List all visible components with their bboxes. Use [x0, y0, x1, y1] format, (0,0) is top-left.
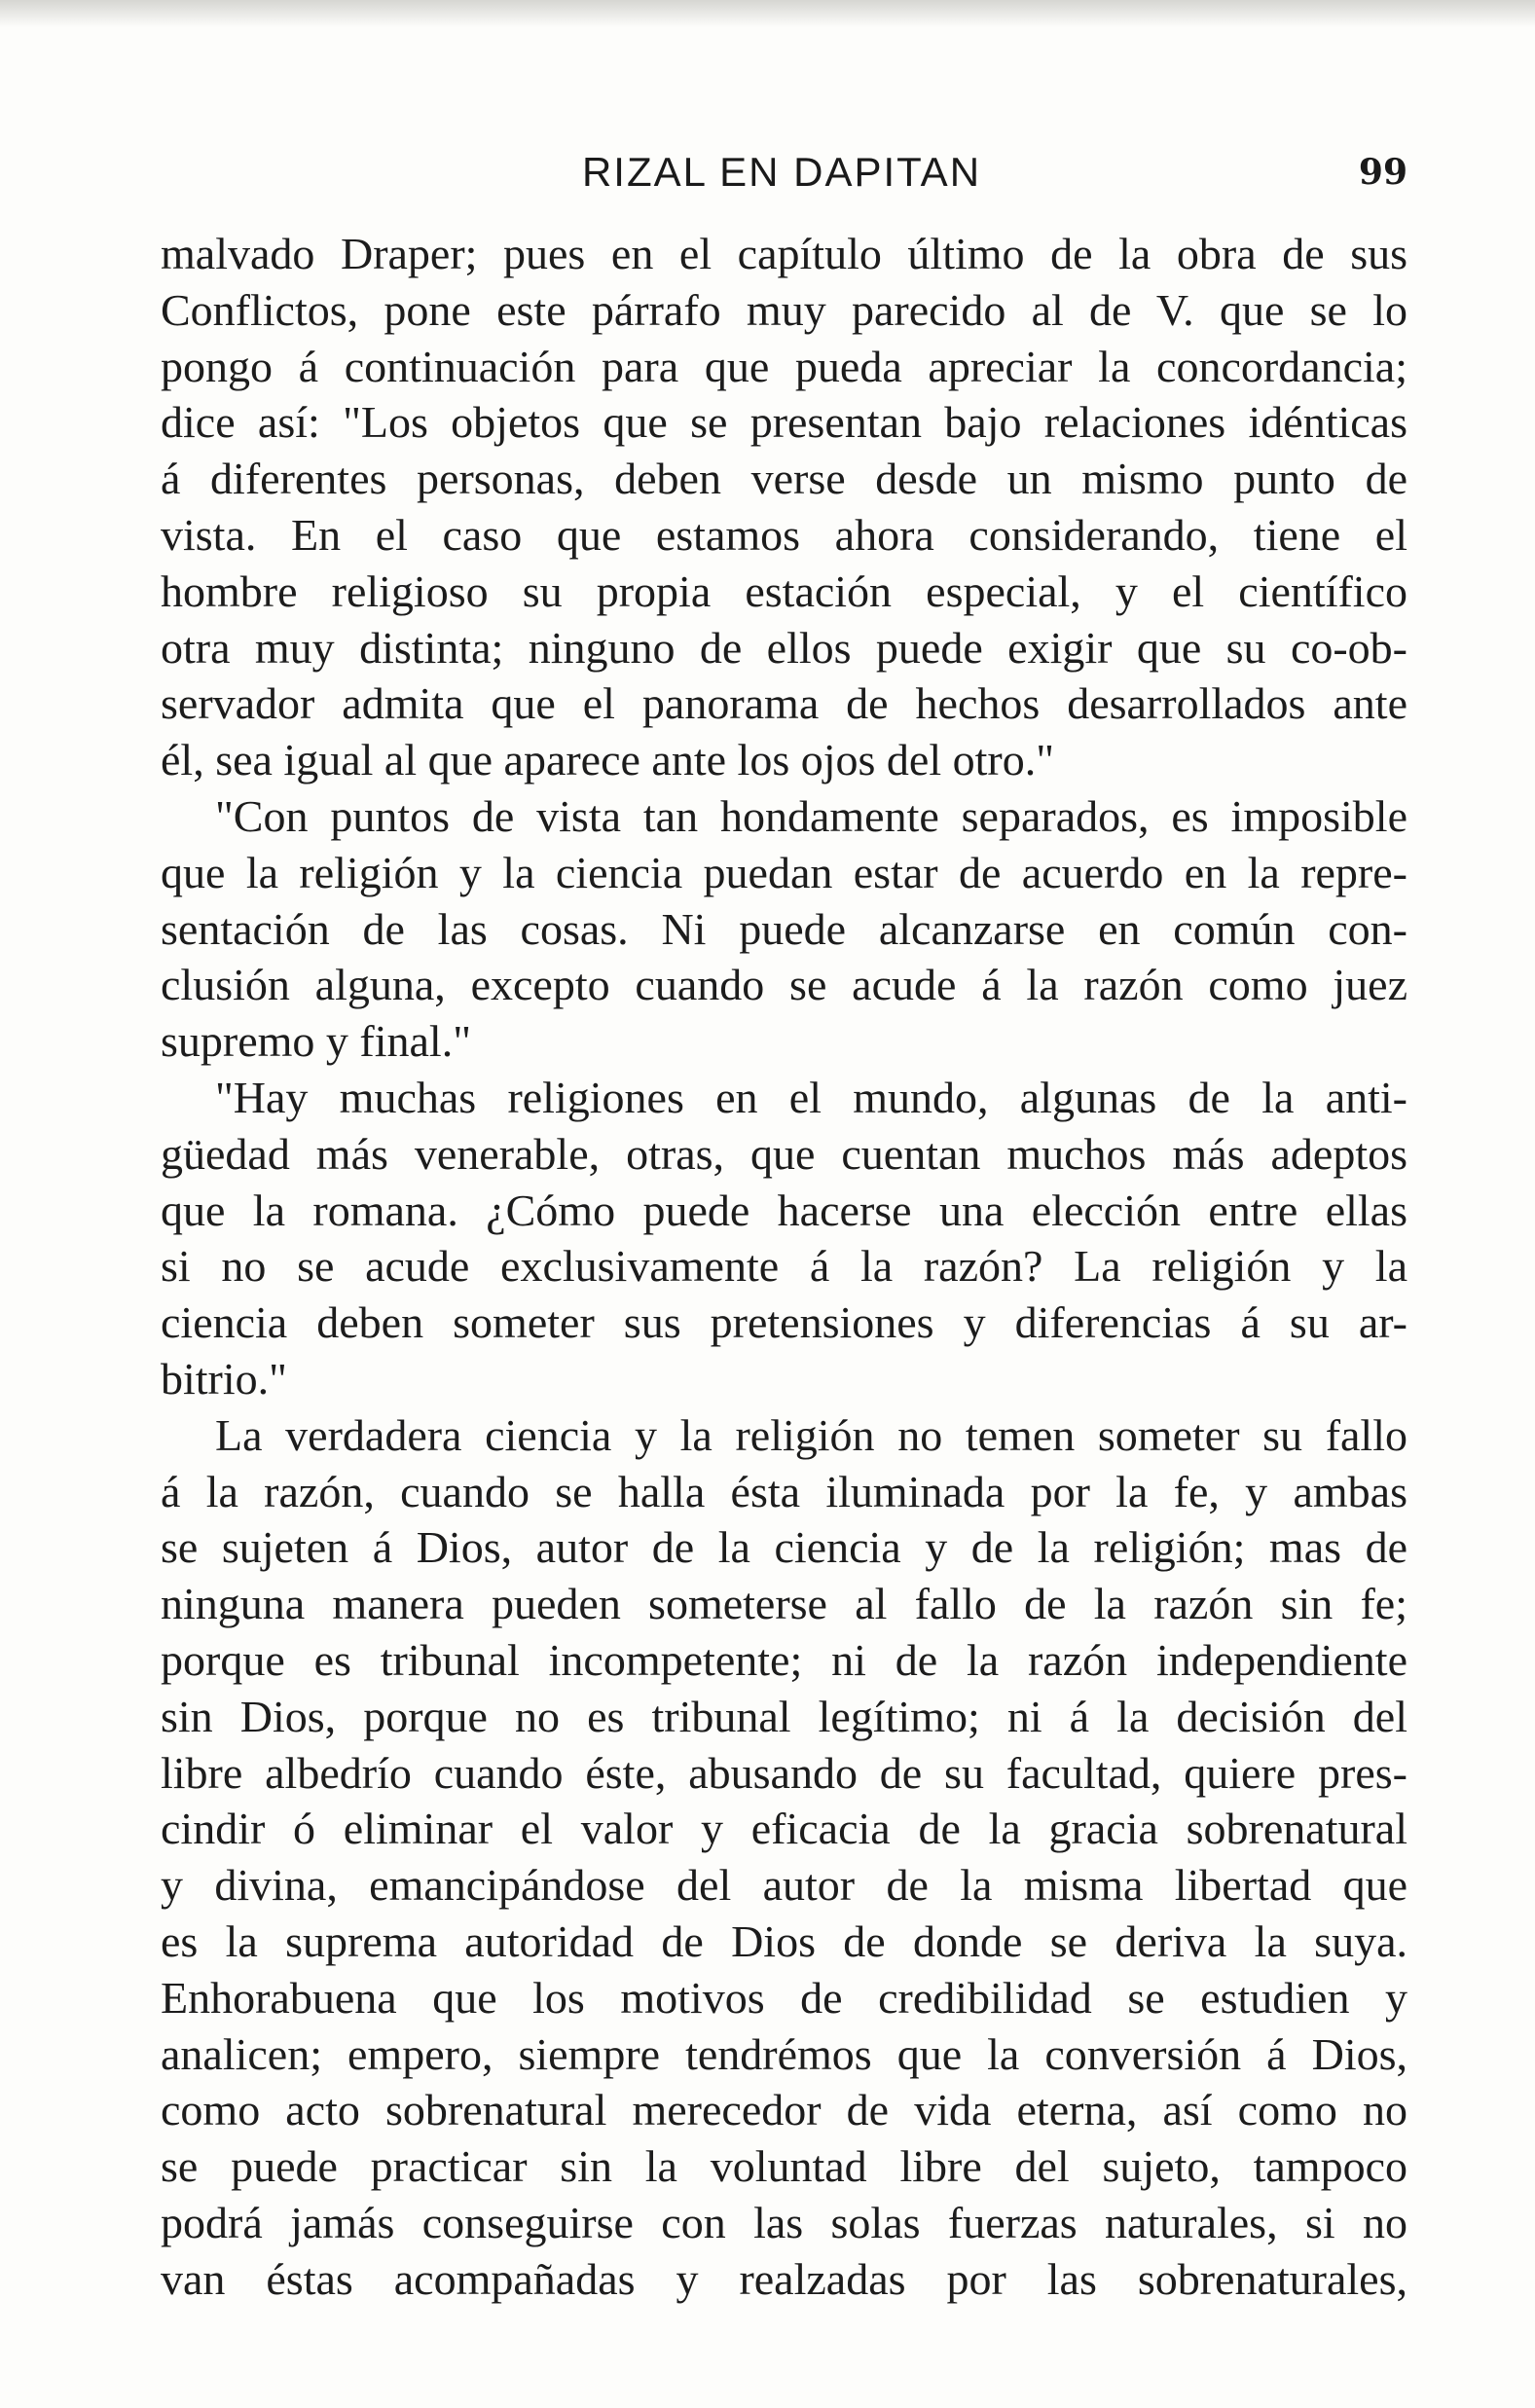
text-line: libre albedrío cuando éste, abusando de su facultad, quiere pres- [161, 1747, 1407, 1798]
text-line: él, sea igual al que aparece ante los ojos del otro." [161, 735, 1054, 785]
text-line: bitrio." [161, 1353, 287, 1404]
text-line: pongo á continuación para que pueda apreciar la concordancia; [161, 341, 1407, 391]
text-line: hombre religioso su propia estación especial, y el científico [161, 566, 1407, 616]
text-line: Conflictos, pone este párrafo muy parecido al de V. que se lo [161, 284, 1407, 335]
text-line: ninguna manera pueden someterse al fallo de la razón sin fe; [161, 1579, 1407, 1629]
text-line: que la romana. ¿Cómo puede hacerse una elección entre ellas [161, 1185, 1407, 1235]
text-line: á diferentes personas, deben verse desde un mismo punto de [161, 454, 1407, 504]
text-line: á la razón, cuando se halla ésta iluminada por la fe, y ambas [161, 1466, 1407, 1516]
page-header [156, 138, 1407, 206]
text-line: Enhorabuena que los motivos de credibilidad se estudien y [161, 1972, 1407, 2023]
text-line: "Hay muchas religiones en el mundo, algunas de la anti- [215, 1072, 1407, 1122]
scan-edge-shadow [0, 0, 1535, 27]
text-line: se puede practicar sin la voluntad libre del sujeto, tampoco [161, 2141, 1407, 2192]
text-line: otra muy distinta; ninguno de ellos puede exigir que su co-ob- [161, 622, 1407, 673]
text-line: sin Dios, porque no es tribunal legítimo; ni á la decisión del [161, 1691, 1407, 1741]
text-line: es la suprema autoridad de Dios de donde se deriva la suya. [161, 1915, 1407, 1966]
text-line: supremo y final." [161, 1016, 471, 1067]
text-line: se sujeten á Dios, autor de la ciencia y de la religión; mas de [161, 1522, 1407, 1573]
text-line: analicen; empero, siempre tendrémos que la conversión á Dios, [161, 2028, 1407, 2079]
text-line: cindir ó eliminar el valor y eficacia de la gracia sobrenatural [161, 1804, 1407, 1854]
text-line: como acto sobrenatural merecedor de vida eterna, así como no [161, 2085, 1407, 2135]
text-line: güedad más venerable, otras, que cuentan muchos más adeptos [161, 1128, 1407, 1179]
text-line: malvado Draper; pues en el capítulo último de la obra de sus [161, 229, 1407, 278]
text-line: sentación de las cosas. Ni puede alcanzarse en común con- [161, 903, 1407, 954]
body-text [161, 226, 1407, 2307]
text-line: porque es tribunal incompetente; ni de la razón independiente [161, 1634, 1407, 1685]
text-line: dice así: "Los objetos que se presentan bajo relaciones idénticas [161, 397, 1407, 448]
text-line: si no se acude exclusivamente á la razón? La religión y la [161, 1241, 1407, 1292]
text-line: ciencia deben someter sus pretensiones y diferencias á su ar- [161, 1297, 1407, 1348]
text-line: clusión alguna, excepto cuando se acude á la razón como juez [161, 960, 1407, 1010]
text-line: La verdadera ciencia y la religión no temen someter su fallo [215, 1409, 1407, 1460]
text-line: vista. En el caso que estamos ahora considerando, tiene el [161, 509, 1407, 560]
text-line: "Con puntos de vista tan hondamente separados, es imposible [215, 790, 1407, 841]
page-number: 99 [1358, 152, 1407, 193]
text-line: podrá jamás conseguirse con las solas fuerzas naturales, si no [161, 2197, 1407, 2247]
text-line: servador admita que el panorama de hechos desarrollados ante [161, 678, 1407, 729]
text-line: que la religión y la ciencia puedan estar de acuerdo en la repre- [161, 847, 1407, 897]
text-line: van éstas acompañadas y realzadas por las sobrenaturales, [161, 2253, 1407, 2304]
running-title: RIZAL EN DAPITAN [581, 149, 982, 195]
text-line: y divina, emancipándose del autor de la misma libertad que [161, 1860, 1407, 1911]
